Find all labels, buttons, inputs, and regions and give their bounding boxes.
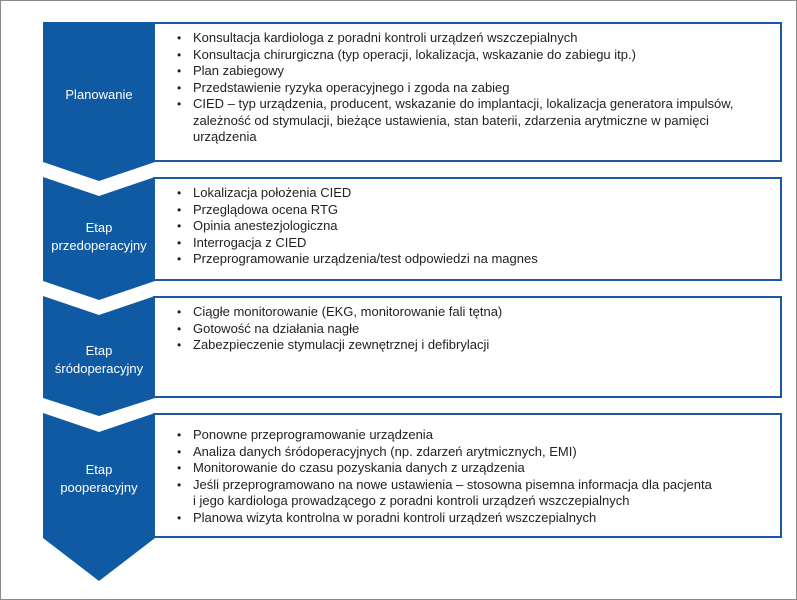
bullet-icon: • [177,510,182,525]
list-item [177,251,772,268]
stage-label: Etap pooperacyjny [60,462,138,495]
list-item [177,185,772,202]
bullet-list [155,179,780,268]
list-item [177,63,772,80]
bullet-icon: • [177,477,182,492]
stage-content-box [153,22,782,162]
stage-content-box [153,413,782,538]
list-item-text: Planowa wizyta kontrolna w poradni kontroli urządzeń wszczepialnych [193,509,597,525]
bullet-icon: • [177,80,182,95]
bullet-icon: • [177,444,182,459]
list-item-text: Ciągłe monitorowanie (EKG, monitorowanie fali tętna) [193,304,503,319]
list-item [177,444,772,461]
list-item [177,427,772,444]
list-item [177,80,772,97]
list-item-text: Opinia anestezjologiczna [193,218,338,233]
stage-label: Etap śródoperacyjny [54,343,144,376]
list-item-text: Jeśli przeprogramowano na nowe ustawienia – stosowna pisemna informacja dla pacjenta i jego kardiologa prowadzącego z poradni kontroli urządzeń wszczepialnych [193,476,712,508]
bullet-list [155,24,780,146]
list-item [177,321,772,338]
list-item-text: Przeprogramowanie urządzenia/test odpowiedzi na magnes [193,251,538,266]
list-item [177,30,772,47]
bullet-icon: • [177,97,182,111]
stage-content-box [153,177,782,281]
bullet-icon: • [177,461,182,475]
list-item-text: Zabezpieczenie stymulacji zewnętrznej i defibrylacji [193,337,490,352]
stage-arrow-shape [43,413,155,581]
list-item [177,235,772,252]
list-item-text: Konsultacja kardiologa z poradni kontroli urządzeń wszczepialnych [193,30,578,45]
list-item [177,47,772,64]
bullet-icon: • [177,47,182,62]
bullet-icon: • [177,186,182,200]
bullet-list [155,298,780,354]
list-item [177,510,772,527]
list-item-text: Ponowne przeprogramowanie urządzenia [193,427,433,442]
list-item [177,477,772,510]
list-item [177,304,772,321]
bullet-icon: • [177,64,182,78]
list-item-text: CIED – typ urządzenia, producent, wskazanie do implantacji, lokalizacja generatora impulsów, zależność od stymulacji, bieżące ustawienia, stan baterii, zdarzenia arytmiczne w pamięci urządzenia [193,96,734,144]
list-item-text: Plan zabiegowy [193,63,285,78]
stage-label: Etap przedoperacyjny [51,220,147,253]
list-item [177,96,772,146]
list-item-text: Monitorowanie do czasu pozyskania danych z urządzenia [193,460,525,475]
bullet-icon: • [177,338,182,352]
list-item-text: Przedstawienie ryzyka operacyjnego i zgoda na zabieg [193,79,510,95]
list-item-text: Gotowość na działania nagłe [193,320,360,336]
list-item [177,337,772,354]
bullet-icon: • [177,235,182,250]
list-item-text: Lokalizacja położenia CIED [193,185,352,200]
bullet-icon: • [177,252,182,266]
list-item-text: Interrogacja z CIED [193,234,307,250]
bullet-icon: • [177,305,182,319]
list-item [177,218,772,235]
bullet-list [155,415,780,526]
list-item-text: Przeglądowa ocena RTG [193,201,339,217]
list-item [177,460,772,477]
list-item-text: Analiza danych śródoperacyjnych (np. zdarzeń arytmicznych, EMI) [193,443,577,459]
stage-content-box [153,296,782,398]
bullet-icon: • [177,219,182,233]
bullet-icon: • [177,428,182,442]
bullet-icon: • [177,321,182,336]
list-item [177,202,772,219]
bullet-icon: • [177,31,182,45]
stage-label: Planowanie [65,87,133,102]
list-item-text: Konsultacja chirurgiczna (typ operacji, lokalizacja, wskazanie do zabiegu itp.) [193,46,636,62]
bullet-icon: • [177,202,182,217]
